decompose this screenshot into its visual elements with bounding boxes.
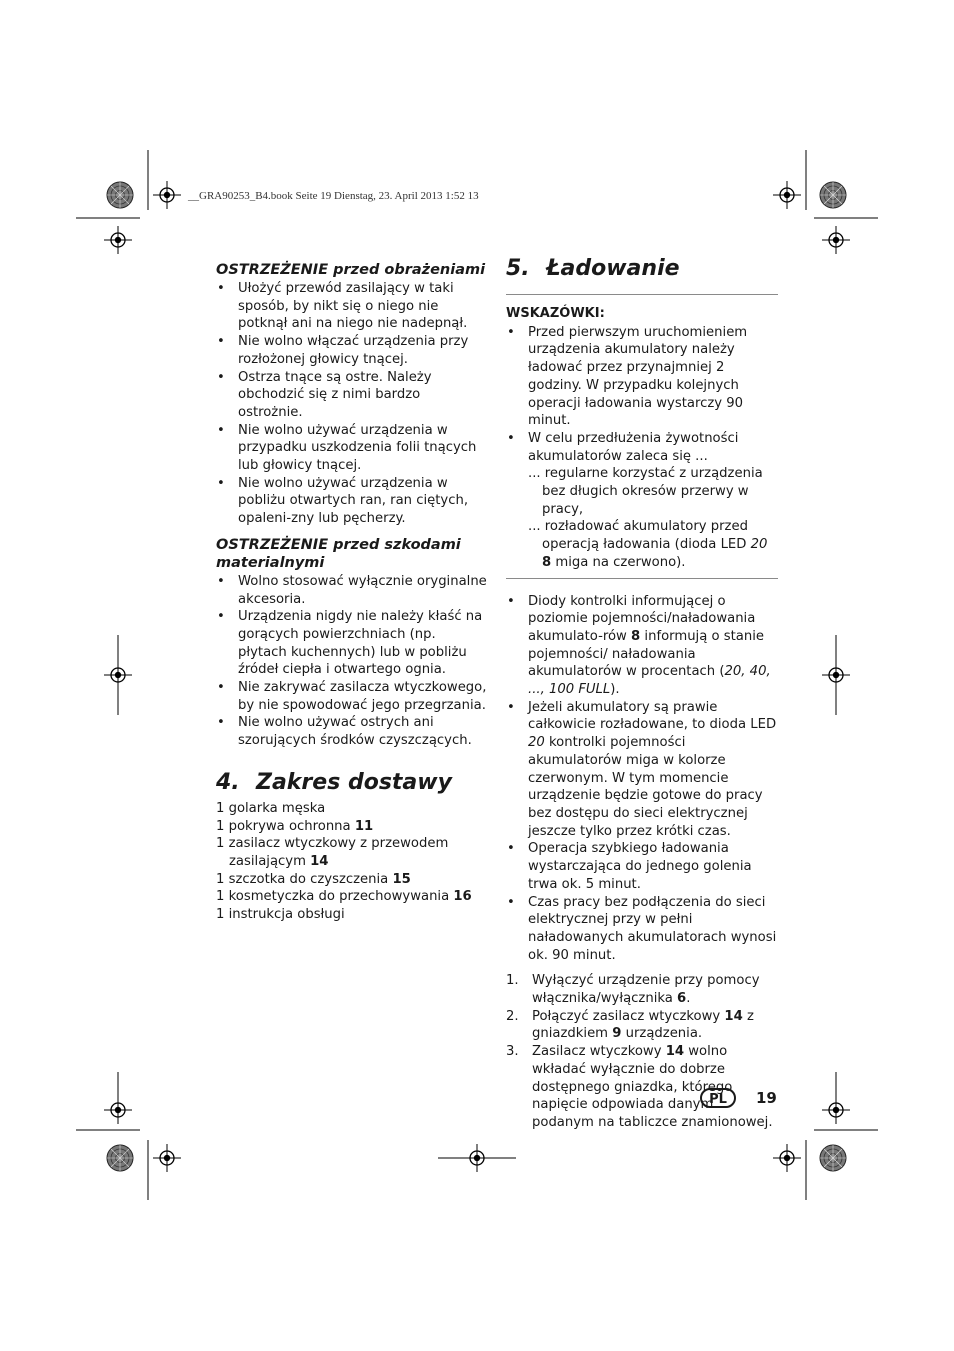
list-item: • W celu przedłużenia żywotności akumulatorów zaleca się ... — [506, 430, 778, 465]
list-item: 1 pokrywa ochronna 11 — [216, 818, 374, 834]
list-item: 1 kosmetyczka do przechowywania 16 — [216, 889, 472, 905]
list-item: • Ułożyć przewód zasilający w taki sposób, by nikt się o niego nie potknął ani na niego nie nadepnął. — [216, 280, 488, 333]
tips-label: WSKAZÓWKI: — [506, 306, 605, 321]
list-item: • Nie wolno używać ostrych ani szorujących środków czyszczących. — [216, 714, 488, 749]
list-item: • Nie wolno włączać urządzenia przy rozłożonej głowicy tnącej. — [216, 333, 488, 368]
right-column — [506, 256, 778, 1132]
injury-warning-list — [216, 280, 488, 528]
list-item: • Ostrza tnące są ostre. Należy obchodzić się z nimi bardzo ostrożnie. — [216, 369, 488, 422]
list-item: • Diody kontrolki informującej o poziomie pojemności/naładowania akumulato-rów 8 informują o stanie pojemności/ naładowania akumulatorów w procentach (20, 40, ..., 100 FULL). — [506, 593, 778, 699]
step-item: 3. Zasilacz wtyczkowy 14 wolno wkładać wyłącznie do dobrze dostępnego gniazdka, którego napięcie odpowiada danym podanym na tabliczce znamionowej. — [506, 1044, 773, 1130]
delivery-list — [216, 800, 488, 924]
section-number: 4. — [216, 769, 240, 795]
list-item: • Operacja szybkiego ładowania wystarczająca do jednego golenia trwa ok. 5 minut. — [506, 840, 778, 893]
list-item: • Wolno stosować wyłącznie oryginalne akcesoria. — [216, 573, 488, 608]
section-4-heading — [216, 770, 488, 796]
list-item: 1 golarka męska — [216, 800, 326, 816]
list-item: • Przed pierwszym uruchomieniem urządzenia akumulatory należy ładować przez przynajmniej 2 godziny. W przypadku kolejnych operacji ładowania wystarczy 90 minut. — [506, 324, 778, 430]
sub-item: ... regularne korzystać z urządzenia bez długich okresów przerwy w pracy, — [528, 466, 763, 517]
list-item: • Nie wolno używać urządzenia w przypadku uszkodzenia folii tnących lub głowicy tnącej. — [216, 422, 488, 475]
injury-warning-heading: OSTRZEŻENIE przed obrażeniami — [216, 262, 486, 278]
list-item: • Jeżeli akumulatory są prawie całkowicie rozładowane, to dioda LED 20 kontrolki pojemności akumulatorów miga w kolorze czerwonym. W tym momencie urządzenie będzie gotowe do pracy bez dostępu do sieci elektrycznej jeszcze tylko przez krótki czas. — [506, 699, 778, 841]
page-number: 19 — [756, 1089, 777, 1107]
tips-sublist — [506, 465, 778, 571]
list-item: 1 zasilacz wtyczkowy z przewodem zasilającym 14 — [216, 836, 449, 869]
damage-warning-heading: OSTRZEŻENIE przed szkodami materialnymi — [216, 536, 461, 571]
tips-list — [506, 324, 778, 466]
list-item: • Nie wolno używać urządzenia w pobliżu otwartych ran, ran ciętych, opaleni-zny lub pęcherzy. — [216, 475, 488, 528]
charging-info-list — [506, 593, 778, 965]
divider — [506, 578, 778, 579]
list-item: • Nie zakrywać zasilacza wtyczkowego, by nie spowodować jego przegrzania. — [216, 679, 488, 714]
file-header: __GRA90253_B4.book Seite 19 Dienstag, 23. April 2013 1:52 13 — [188, 190, 479, 202]
divider — [506, 294, 778, 295]
damage-warning-list — [216, 573, 488, 750]
section-number: 5. — [506, 256, 530, 281]
section-title: Ładowanie — [546, 256, 680, 281]
section-title: Zakres dostawy — [256, 769, 452, 795]
list-item: • Czas pracy bez podłączenia do sieci elektrycznej przy w pełni naładowanych akumulatorach wynosi ok. 90 minut. — [506, 894, 778, 965]
section-5-heading — [506, 256, 778, 282]
sub-item: ... rozładować akumulatory przed operacją ładowania (dioda LED 20 8 miga na czerwono). — [528, 519, 768, 570]
language-badge: PL — [700, 1088, 736, 1108]
list-item: • Urządzenia nigdy nie należy kłaść na gorących powierzchniach (np. płytach kuchennych) lub w pobliżu źródeł ciepła i otwartego ognia. — [216, 608, 488, 679]
charging-steps — [506, 972, 778, 1131]
list-item: 1 szczotka do czyszczenia 15 — [216, 871, 411, 887]
list-item: 1 instrukcja obsługi — [216, 907, 345, 923]
step-item: 1. Wyłączyć urządzenie przy pomocy włącznika/wyłącznika 6. — [506, 973, 760, 1007]
left-column — [216, 261, 488, 924]
step-item: 2. Połączyć zasilacz wtyczkowy 14 z gniazdkiem 9 urządzenia. — [506, 1008, 754, 1042]
